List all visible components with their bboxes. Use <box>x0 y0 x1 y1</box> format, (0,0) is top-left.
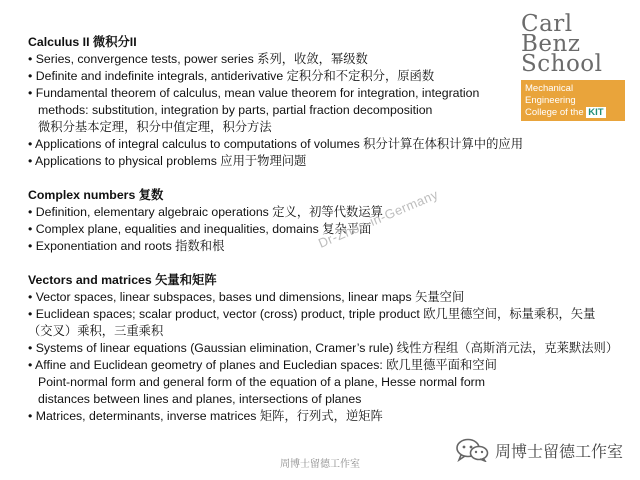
logo-line-3: School <box>521 51 603 77</box>
logo-line-1: Carl <box>521 11 573 37</box>
spacer <box>28 170 618 187</box>
slide-content <box>28 34 618 425</box>
section-title-calculus: Calculus II 微积分II <box>28 35 137 49</box>
spacer <box>28 255 618 272</box>
watermark: Dr-Zhou-in-Germany <box>316 186 441 251</box>
section-title-complex-numbers: Complex numbers 复数 <box>28 188 164 202</box>
bullet-linear-equations: • Systems of linear equations (Gaussian elimination, Cramer’s rule) 线性方程组（高斯消元法，克莱默法则） <box>28 341 619 355</box>
bullet-vector-spaces: • Vector spaces, linear subspaces, bases und dimensions, linear maps 矢量空间 <box>28 290 465 304</box>
bullet-complex-plane: • Complex plane, equalities and inequalities, domains 复杂平面 <box>28 222 372 236</box>
bullet-exponentiation: • Exponentiation and roots 指数和根 <box>28 239 225 253</box>
kit-logo: KIT <box>588 107 604 118</box>
bullet-physical-applications: • Applications to physical problems 应用于物理问题 <box>28 154 307 168</box>
section-calculus <box>28 34 618 170</box>
bullet-matrices: • Matrices, determinants, inverse matrices 矩阵，行列式，逆矩阵 <box>28 409 383 423</box>
logo-band-line-2-text: College of the <box>525 107 587 118</box>
bullet-affine-geometry-line-2: Point-normal form and general form of the equation of a plane, Hesse normal form <box>38 375 486 389</box>
section-title-vectors-matrices: Vectors and matrices 矢量和矩阵 <box>28 273 217 287</box>
section-vectors-matrices <box>28 272 618 425</box>
bullet-integrals: • Definite and indefinite integrals, antiderivative 定积分和不定积分，原函数 <box>28 69 435 83</box>
bullet-series: • Series, convergence tests, power series 系列，收敛，幂级数 <box>28 52 368 66</box>
bullet-affine-geometry: • Affine and Euclidean geometry of planes and Eucledian spaces: 欧几里德平面和空间 <box>28 358 497 372</box>
bullet-fundamental-theorem-line-3: 微积分基本定理，积分中值定理，积分方法 <box>38 120 272 134</box>
logo-band-line-1: Mechanical Engineering <box>525 83 576 106</box>
bullet-euclidean-spaces: • Euclidean spaces; scalar product, vector (cross) product, triple product 欧几里德空间，标量乘积，矢量（交叉）乘积，三重乘积 <box>28 307 596 338</box>
bullet-volume-applications: • Applications of integral calculus to computations of volumes 积分计算在体积计算中的应用 <box>28 137 523 151</box>
bullet-definition: • Definition, elementary algebraic operations 定义，初等代数运算 <box>28 205 383 219</box>
bullet-affine-geometry-line-3: distances between lines and planes, intersections of planes <box>38 392 362 406</box>
wechat-label: 周博士留德工作室 <box>495 443 624 461</box>
logo-line-2: Benz <box>521 31 581 57</box>
bullet-fundamental-theorem: • Fundamental theorem of calculus, mean value theorem for integration, integration <box>28 86 480 100</box>
bullet-fundamental-theorem-line-2: methods: substitution, integration by parts, partial fraction decomposition <box>38 103 433 117</box>
footer: 周博士留德工作室 <box>280 459 360 470</box>
